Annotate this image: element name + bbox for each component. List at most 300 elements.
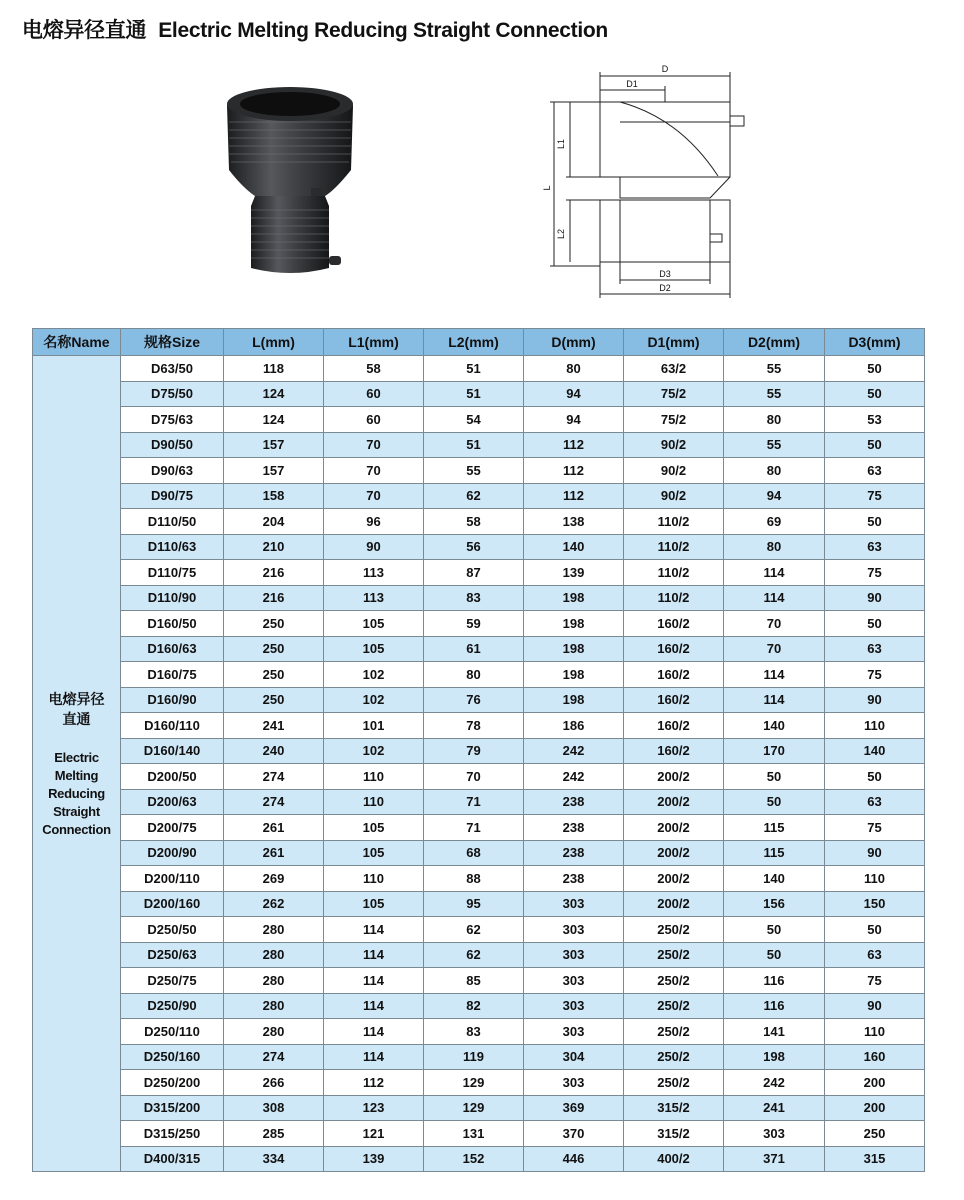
table-cell: D200/160 xyxy=(121,891,224,917)
table-cell: 55 xyxy=(724,356,825,382)
table-cell: 110 xyxy=(324,789,424,815)
table-cell: 61 xyxy=(424,636,524,662)
table-cell: 157 xyxy=(224,458,324,484)
table-cell: D250/75 xyxy=(121,968,224,994)
table-cell: 261 xyxy=(224,815,324,841)
table-row xyxy=(33,1121,925,1147)
table-cell: 102 xyxy=(324,738,424,764)
table-cell: 63 xyxy=(825,458,925,484)
table-cell: 370 xyxy=(524,1121,624,1147)
table-cell: 69 xyxy=(724,509,825,535)
table-cell: 124 xyxy=(224,407,324,433)
table-cell: 60 xyxy=(324,407,424,433)
table-row xyxy=(33,993,925,1019)
table-cell: 101 xyxy=(324,713,424,739)
table-cell: 105 xyxy=(324,636,424,662)
table-cell: 75 xyxy=(825,560,925,586)
table-cell: 160/2 xyxy=(624,662,724,688)
table-cell: 50 xyxy=(825,356,925,382)
table-cell: D250/110 xyxy=(121,1019,224,1045)
table-cell: 56 xyxy=(424,534,524,560)
table-cell: 156 xyxy=(724,891,825,917)
table-cell: 116 xyxy=(724,993,825,1019)
table-cell: 110/2 xyxy=(624,560,724,586)
table-cell: 62 xyxy=(424,483,524,509)
label-D2: D2 xyxy=(659,283,671,293)
label-D: D xyxy=(661,64,669,74)
table-cell: 78 xyxy=(424,713,524,739)
name-line: Connection xyxy=(42,821,111,837)
table-cell: 250 xyxy=(224,636,324,662)
table-cell: 198 xyxy=(524,636,624,662)
table-cell: 90/2 xyxy=(624,432,724,458)
table-cell: 71 xyxy=(424,789,524,815)
table-cell: 198 xyxy=(724,1044,825,1070)
table-cell: 274 xyxy=(224,789,324,815)
table-cell: 50 xyxy=(724,942,825,968)
table-cell: 112 xyxy=(524,483,624,509)
table-cell: D75/50 xyxy=(121,381,224,407)
table-cell: 114 xyxy=(724,687,825,713)
table-cell: 131 xyxy=(424,1121,524,1147)
table-cell: 124 xyxy=(224,381,324,407)
table-cell: 160/2 xyxy=(624,738,724,764)
table-cell: 308 xyxy=(224,1095,324,1121)
title-chinese: 电熔异径直通 xyxy=(22,19,147,42)
table-cell: 114 xyxy=(324,993,424,1019)
table-cell: 70 xyxy=(324,483,424,509)
table-row xyxy=(33,815,925,841)
table-cell: D160/90 xyxy=(121,687,224,713)
table-row xyxy=(33,1019,925,1045)
table-row xyxy=(33,1044,925,1070)
table-cell: 55 xyxy=(724,381,825,407)
label-D1: D1 xyxy=(626,79,638,89)
name-line: Reducing xyxy=(48,785,105,801)
table-cell: 80 xyxy=(724,407,825,433)
table-cell: 110 xyxy=(324,764,424,790)
table-cell: 113 xyxy=(324,585,424,611)
table-cell: 139 xyxy=(524,560,624,586)
table-cell: 170 xyxy=(724,738,825,764)
table-cell: 116 xyxy=(724,968,825,994)
table-cell: 105 xyxy=(324,815,424,841)
table-cell: 90/2 xyxy=(624,458,724,484)
table-cell: 369 xyxy=(524,1095,624,1121)
table-cell: 240 xyxy=(224,738,324,764)
table-cell: 94 xyxy=(524,407,624,433)
table-cell: 150 xyxy=(825,891,925,917)
table-cell: D160/50 xyxy=(121,611,224,637)
table-cell: D160/140 xyxy=(121,738,224,764)
table-cell: 79 xyxy=(424,738,524,764)
table-row xyxy=(33,1146,925,1172)
table-cell: 210 xyxy=(224,534,324,560)
table-cell: 115 xyxy=(724,815,825,841)
table-row xyxy=(33,458,925,484)
table-cell: D110/90 xyxy=(121,585,224,611)
table-cell: 80 xyxy=(424,662,524,688)
table-cell: D90/50 xyxy=(121,432,224,458)
table-cell: 200/2 xyxy=(624,891,724,917)
table-cell: 140 xyxy=(825,738,925,764)
page-title xyxy=(22,14,608,44)
table-row xyxy=(33,789,925,815)
name-line: Melting xyxy=(54,767,99,783)
label-L: L xyxy=(542,185,552,191)
table-cell: 83 xyxy=(424,1019,524,1045)
table-cell: 50 xyxy=(724,764,825,790)
table-row xyxy=(33,560,925,586)
table-cell: 141 xyxy=(724,1019,825,1045)
table-cell: D250/200 xyxy=(121,1070,224,1096)
table-cell: 238 xyxy=(524,789,624,815)
table-cell: D200/110 xyxy=(121,866,224,892)
table-row xyxy=(33,636,925,662)
table-cell: 63/2 xyxy=(624,356,724,382)
table-cell: 160/2 xyxy=(624,611,724,637)
table-cell: D250/50 xyxy=(121,917,224,943)
table-cell: 53 xyxy=(825,407,925,433)
table-row xyxy=(33,917,925,943)
table-cell: 280 xyxy=(224,968,324,994)
table-cell: 250/2 xyxy=(624,993,724,1019)
column-header: D2(mm) xyxy=(724,329,825,356)
table-cell: 80 xyxy=(724,458,825,484)
table-cell: D250/160 xyxy=(121,1044,224,1070)
table-cell: 113 xyxy=(324,560,424,586)
table-cell: D63/50 xyxy=(121,356,224,382)
column-header: L1(mm) xyxy=(324,329,424,356)
table-cell: 110/2 xyxy=(624,509,724,535)
table-cell: 303 xyxy=(524,942,624,968)
table-cell: 242 xyxy=(524,764,624,790)
table-cell: 250 xyxy=(224,662,324,688)
table-cell: 129 xyxy=(424,1095,524,1121)
table-cell: 186 xyxy=(524,713,624,739)
table-cell: D250/63 xyxy=(121,942,224,968)
table-cell: 63 xyxy=(825,534,925,560)
table-cell: 68 xyxy=(424,840,524,866)
table-cell: 112 xyxy=(524,432,624,458)
table-cell: 110/2 xyxy=(624,585,724,611)
table-cell: 110 xyxy=(825,866,925,892)
table-cell: 242 xyxy=(724,1070,825,1096)
table-cell: 110 xyxy=(324,866,424,892)
table-cell: 285 xyxy=(224,1121,324,1147)
table-cell: 110/2 xyxy=(624,534,724,560)
table-cell: 80 xyxy=(724,534,825,560)
table-cell: 280 xyxy=(224,917,324,943)
table-row xyxy=(33,968,925,994)
table-cell: 75 xyxy=(825,483,925,509)
table-cell: 80 xyxy=(524,356,624,382)
table-cell: 105 xyxy=(324,840,424,866)
table-cell: 114 xyxy=(724,662,825,688)
table-cell: 119 xyxy=(424,1044,524,1070)
table-cell: 158 xyxy=(224,483,324,509)
table-row xyxy=(33,585,925,611)
spec-table xyxy=(32,328,925,1172)
table-row xyxy=(33,356,925,382)
table-cell: 262 xyxy=(224,891,324,917)
column-header: D3(mm) xyxy=(825,329,925,356)
table-cell: 105 xyxy=(324,611,424,637)
table-cell: 238 xyxy=(524,866,624,892)
table-cell: 152 xyxy=(424,1146,524,1172)
table-cell: 371 xyxy=(724,1146,825,1172)
table-cell: 90 xyxy=(324,534,424,560)
table-row xyxy=(33,891,925,917)
table-row xyxy=(33,662,925,688)
table-cell: 114 xyxy=(324,917,424,943)
label-L1: L1 xyxy=(556,138,566,150)
table-cell: D160/75 xyxy=(121,662,224,688)
table-cell: 110 xyxy=(825,1019,925,1045)
table-cell: 55 xyxy=(724,432,825,458)
name-line: 电熔异径 xyxy=(48,690,105,707)
table-cell: 446 xyxy=(524,1146,624,1172)
table-cell: 200 xyxy=(825,1095,925,1121)
table-cell: 70 xyxy=(424,764,524,790)
table-cell: 70 xyxy=(724,636,825,662)
table-cell: 303 xyxy=(724,1121,825,1147)
table-cell: 238 xyxy=(524,815,624,841)
table-cell: 200/2 xyxy=(624,840,724,866)
table-cell: D200/63 xyxy=(121,789,224,815)
table-cell: 138 xyxy=(524,509,624,535)
table-cell: 96 xyxy=(324,509,424,535)
table-cell: 105 xyxy=(324,891,424,917)
table-cell: 75 xyxy=(825,968,925,994)
technical-drawing xyxy=(540,58,770,308)
table-cell: 118 xyxy=(224,356,324,382)
table-cell: 50 xyxy=(825,381,925,407)
table-cell: 59 xyxy=(424,611,524,637)
table-cell: 250 xyxy=(224,611,324,637)
table-cell: 198 xyxy=(524,585,624,611)
table-cell: 90 xyxy=(825,585,925,611)
label-D3: D3 xyxy=(659,269,671,279)
table-cell: 112 xyxy=(524,458,624,484)
table-cell: 160/2 xyxy=(624,713,724,739)
table-cell: D400/315 xyxy=(121,1146,224,1172)
table-cell: 115 xyxy=(724,840,825,866)
table-cell: 200/2 xyxy=(624,866,724,892)
table-cell: 250 xyxy=(825,1121,925,1147)
table-cell: 303 xyxy=(524,1019,624,1045)
table-cell: 198 xyxy=(524,662,624,688)
table-cell: D160/110 xyxy=(121,713,224,739)
table-cell: 303 xyxy=(524,1070,624,1096)
table-cell: 250/2 xyxy=(624,1019,724,1045)
table-cell: 241 xyxy=(724,1095,825,1121)
table-cell: 70 xyxy=(724,611,825,637)
table-cell: 160 xyxy=(825,1044,925,1070)
table-cell: 198 xyxy=(524,611,624,637)
table-cell: 400/2 xyxy=(624,1146,724,1172)
table-cell: 241 xyxy=(224,713,324,739)
table-cell: 304 xyxy=(524,1044,624,1070)
table-cell: 75 xyxy=(825,662,925,688)
table-cell: 315 xyxy=(825,1146,925,1172)
table-row xyxy=(33,764,925,790)
table-cell: 75/2 xyxy=(624,381,724,407)
table-cell: 303 xyxy=(524,891,624,917)
table-cell: 90 xyxy=(825,993,925,1019)
table-cell: 216 xyxy=(224,585,324,611)
product-photo xyxy=(215,78,365,288)
table-row xyxy=(33,738,925,764)
table-cell: D315/200 xyxy=(121,1095,224,1121)
table-row xyxy=(33,483,925,509)
table-cell: 75 xyxy=(825,815,925,841)
table-cell: 63 xyxy=(825,789,925,815)
table-cell: 114 xyxy=(724,560,825,586)
table-row xyxy=(33,432,925,458)
table-cell: 83 xyxy=(424,585,524,611)
table-row xyxy=(33,840,925,866)
table-cell: 50 xyxy=(825,432,925,458)
table-cell: 114 xyxy=(324,1019,424,1045)
table-cell: D110/63 xyxy=(121,534,224,560)
table-cell: D160/63 xyxy=(121,636,224,662)
table-cell: 95 xyxy=(424,891,524,917)
table-cell: 58 xyxy=(424,509,524,535)
table-row xyxy=(33,381,925,407)
name-line: Electric xyxy=(54,749,99,765)
table-cell: 204 xyxy=(224,509,324,535)
table-cell: 114 xyxy=(324,968,424,994)
table-cell: 280 xyxy=(224,993,324,1019)
table-cell: 140 xyxy=(724,866,825,892)
table-row xyxy=(33,687,925,713)
table-cell: 51 xyxy=(424,381,524,407)
table-cell: 63 xyxy=(825,942,925,968)
table-cell: D75/63 xyxy=(121,407,224,433)
table-row xyxy=(33,1070,925,1096)
table-cell: 250/2 xyxy=(624,1044,724,1070)
table-cell: 62 xyxy=(424,942,524,968)
table-cell: 160/2 xyxy=(624,687,724,713)
table-cell: 50 xyxy=(825,917,925,943)
table-cell: 94 xyxy=(724,483,825,509)
table-cell: D200/50 xyxy=(121,764,224,790)
table-cell: 114 xyxy=(324,1044,424,1070)
table-row xyxy=(33,611,925,637)
table-cell: 54 xyxy=(424,407,524,433)
table-cell: 139 xyxy=(324,1146,424,1172)
table-row xyxy=(33,713,925,739)
table-row xyxy=(33,534,925,560)
table-cell: 76 xyxy=(424,687,524,713)
table-cell: 114 xyxy=(324,942,424,968)
table-cell: 102 xyxy=(324,687,424,713)
table-cell: 303 xyxy=(524,968,624,994)
column-header: D(mm) xyxy=(524,329,624,356)
table-cell: 334 xyxy=(224,1146,324,1172)
table-cell: 238 xyxy=(524,840,624,866)
product-name-en xyxy=(33,749,120,839)
column-header: L2(mm) xyxy=(424,329,524,356)
table-cell: 280 xyxy=(224,1019,324,1045)
table-cell: 87 xyxy=(424,560,524,586)
table-cell: 250/2 xyxy=(624,968,724,994)
table-cell: 94 xyxy=(524,381,624,407)
column-header: D1(mm) xyxy=(624,329,724,356)
title-english: Electric Melting Reducing Straight Connection xyxy=(158,19,608,42)
product-name-cell xyxy=(33,356,121,1172)
table-cell: 90/2 xyxy=(624,483,724,509)
table-cell: 50 xyxy=(724,917,825,943)
column-header: 规格Size xyxy=(121,329,224,356)
table-cell: 200/2 xyxy=(624,815,724,841)
table-cell: 280 xyxy=(224,942,324,968)
table-row xyxy=(33,866,925,892)
table-cell: 250/2 xyxy=(624,942,724,968)
table-cell: 90 xyxy=(825,687,925,713)
table-cell: D110/75 xyxy=(121,560,224,586)
table-cell: 63 xyxy=(825,636,925,662)
column-header: 名称Name xyxy=(33,329,121,356)
table-cell: 110 xyxy=(825,713,925,739)
table-cell: 114 xyxy=(724,585,825,611)
table-cell: 50 xyxy=(825,509,925,535)
table-cell: D200/90 xyxy=(121,840,224,866)
table-cell: 140 xyxy=(524,534,624,560)
table-cell: D110/50 xyxy=(121,509,224,535)
table-cell: 82 xyxy=(424,993,524,1019)
name-line: Straight xyxy=(53,803,100,819)
column-header: L(mm) xyxy=(224,329,324,356)
table-cell: D250/90 xyxy=(121,993,224,1019)
table-cell: D90/63 xyxy=(121,458,224,484)
table-cell: 50 xyxy=(825,764,925,790)
table-cell: 55 xyxy=(424,458,524,484)
table-cell: 250/2 xyxy=(624,917,724,943)
table-cell: 303 xyxy=(524,917,624,943)
table-cell: 315/2 xyxy=(624,1095,724,1121)
table-cell: 85 xyxy=(424,968,524,994)
table-cell: 269 xyxy=(224,866,324,892)
table-cell: 71 xyxy=(424,815,524,841)
table-cell: D315/250 xyxy=(121,1121,224,1147)
table-cell: 102 xyxy=(324,662,424,688)
table-cell: D200/75 xyxy=(121,815,224,841)
table-header-row xyxy=(33,329,925,356)
table-cell: 250 xyxy=(224,687,324,713)
table-row xyxy=(33,942,925,968)
product-name-zh xyxy=(33,689,120,729)
name-line: 直通 xyxy=(62,710,91,727)
table-cell: 70 xyxy=(324,458,424,484)
table-cell: 160/2 xyxy=(624,636,724,662)
table-cell: 266 xyxy=(224,1070,324,1096)
table-cell: 58 xyxy=(324,356,424,382)
table-cell: 250/2 xyxy=(624,1070,724,1096)
table-cell: 50 xyxy=(724,789,825,815)
table-cell: 157 xyxy=(224,432,324,458)
table-cell: 129 xyxy=(424,1070,524,1096)
table-cell: 140 xyxy=(724,713,825,739)
table-cell: 274 xyxy=(224,764,324,790)
table-cell: 121 xyxy=(324,1121,424,1147)
table-cell: 261 xyxy=(224,840,324,866)
table-cell: 123 xyxy=(324,1095,424,1121)
table-cell: 200 xyxy=(825,1070,925,1096)
table-cell: 60 xyxy=(324,381,424,407)
table-cell: 198 xyxy=(524,687,624,713)
